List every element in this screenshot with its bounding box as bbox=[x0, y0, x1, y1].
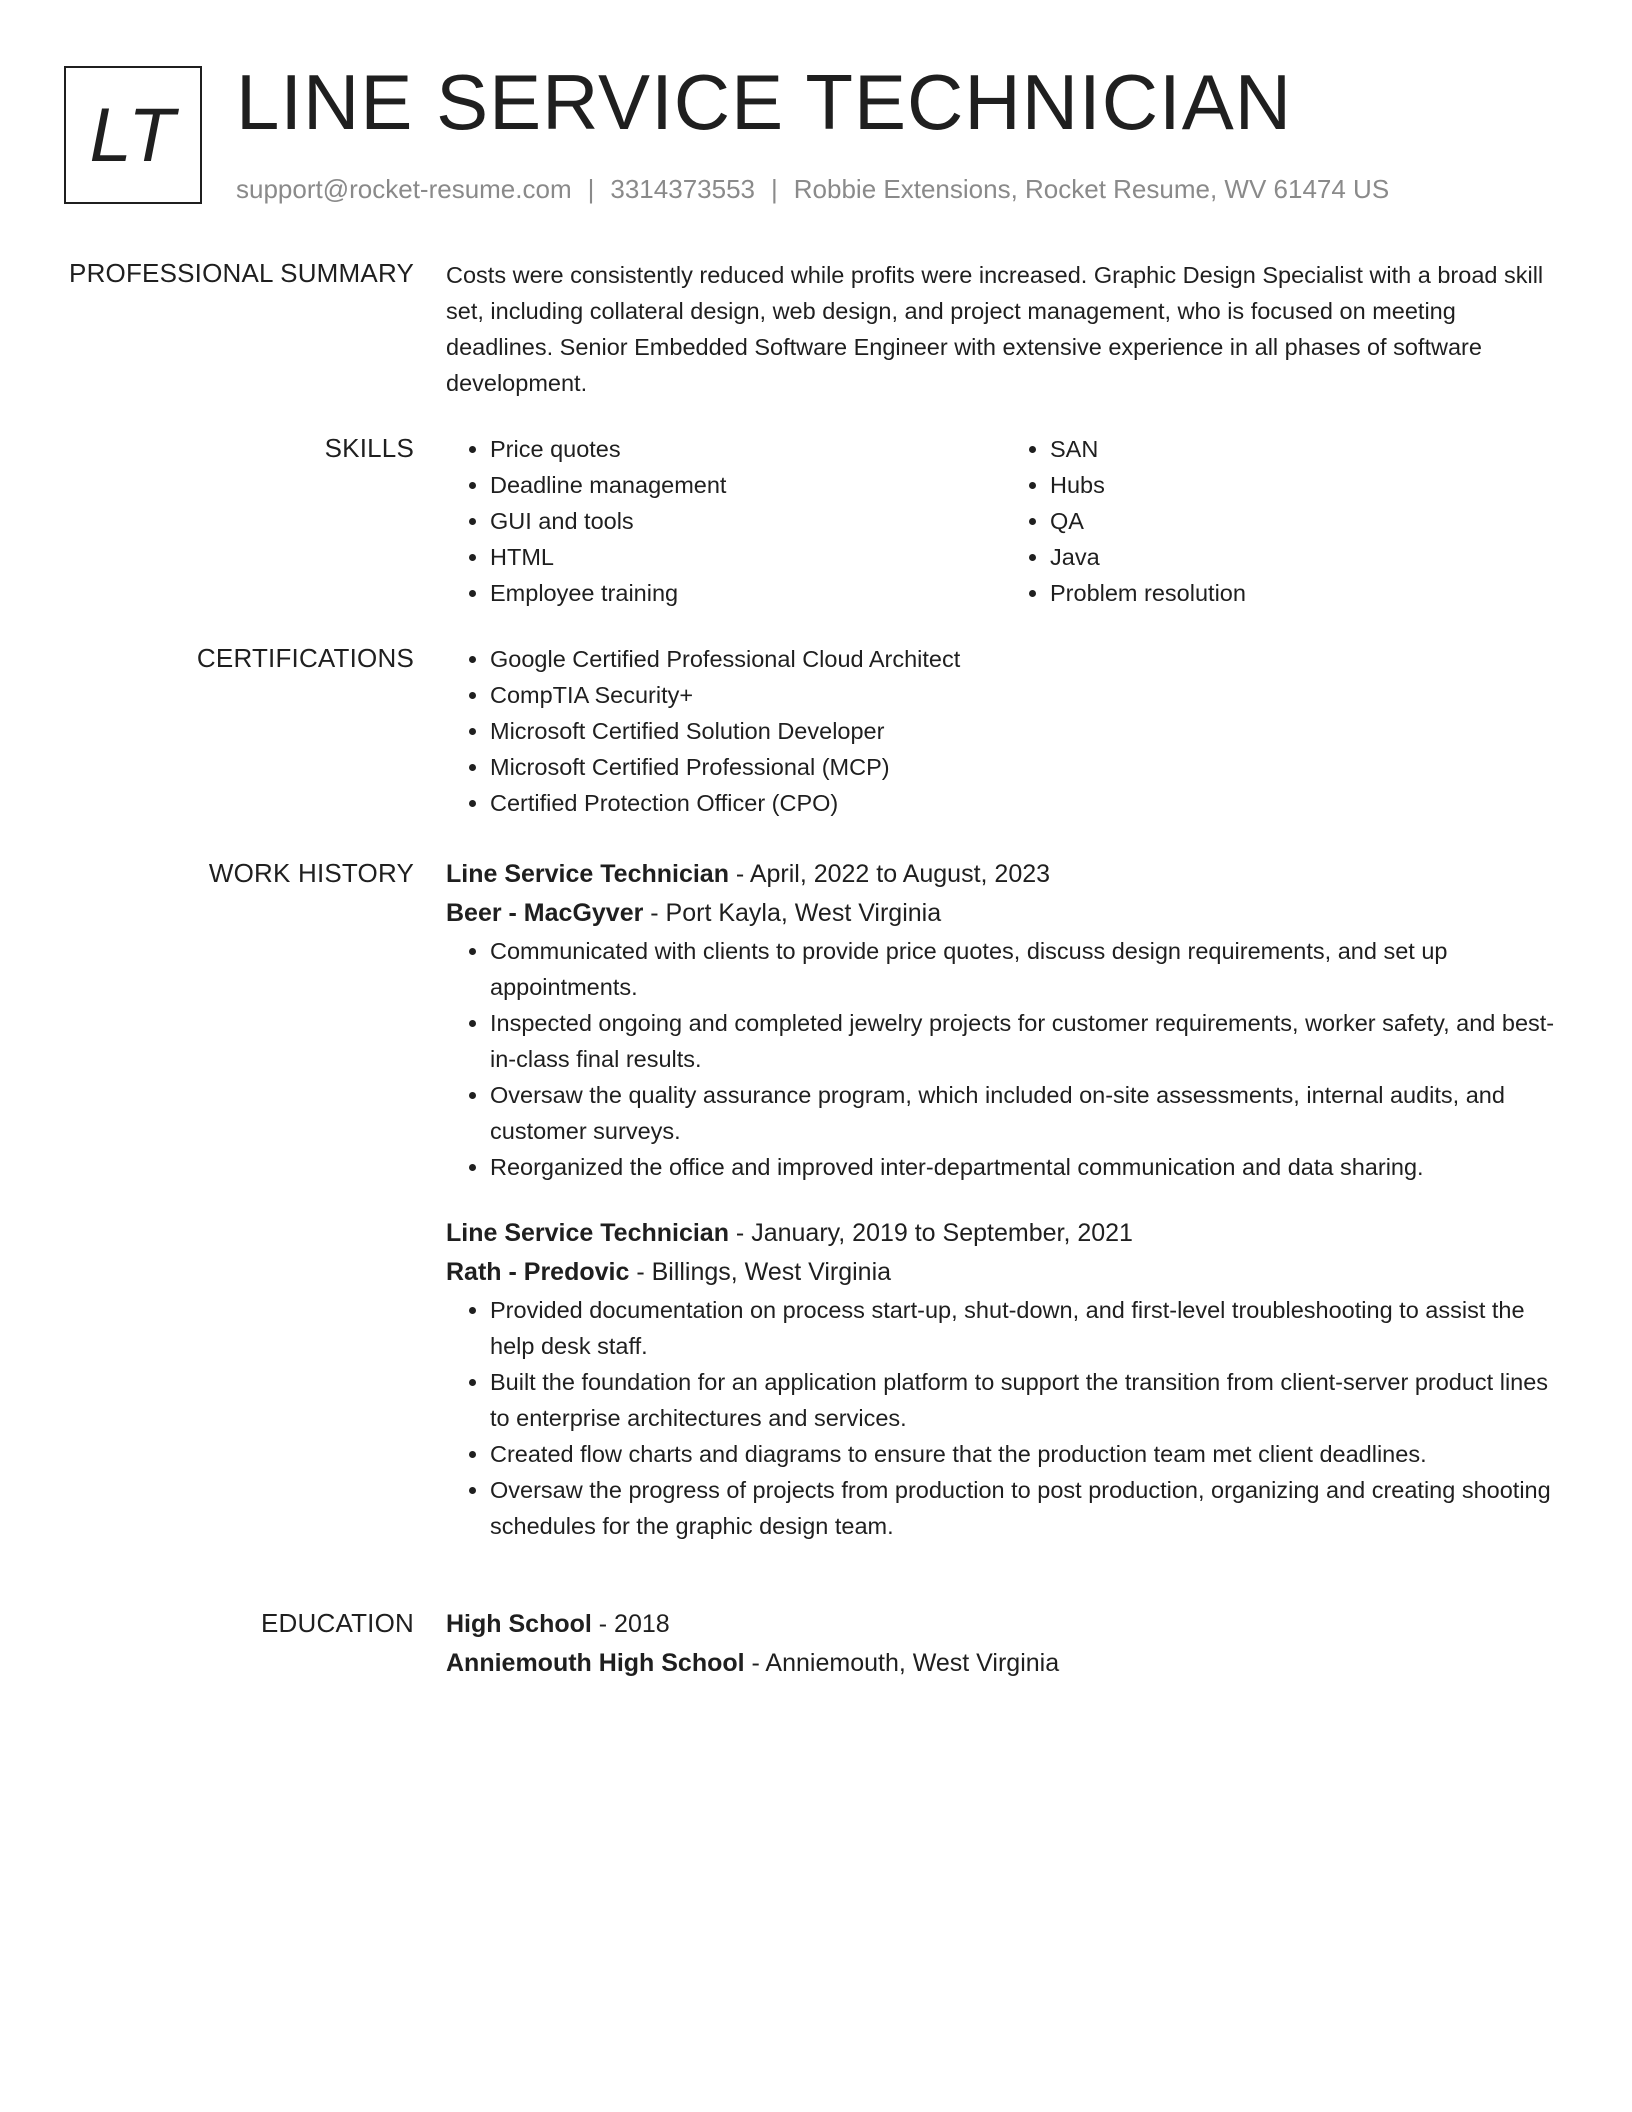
skills-list-right bbox=[1006, 431, 1566, 611]
list-item: • Employee training bbox=[490, 575, 1006, 611]
job-entry bbox=[446, 1214, 1566, 1544]
job-company: Beer - MacGyver bbox=[446, 899, 644, 927]
list-item: • Inspected ongoing and completed jewelry projects for customer requirements, worker safety, and best-in-class final results. bbox=[490, 1005, 1566, 1077]
list-item: • SAN bbox=[1050, 431, 1566, 467]
list-item: • Communicated with clients to provide price quotes, discuss design requirements, and set up appointments. bbox=[490, 933, 1566, 1005]
job-title: Line Service Technician bbox=[446, 1219, 729, 1247]
list-item: • Reorganized the office and improved inter-departmental communication and data sharing. bbox=[490, 1149, 1566, 1185]
contact-separator: | bbox=[771, 174, 778, 204]
job-dates: - January, 2019 to September, 2021 bbox=[728, 1219, 1133, 1247]
list-item: • Price quotes bbox=[490, 431, 1006, 467]
education-school-line bbox=[446, 1644, 1566, 1683]
list-item: • Google Certified Professional Cloud Architect bbox=[490, 641, 1566, 677]
list-item: • Created flow charts and diagrams to ensure that the production team met client deadlines. bbox=[490, 1436, 1566, 1472]
job-location: - Billings, West Virginia bbox=[629, 1258, 892, 1286]
list-item: • Built the foundation for an application platform to support the transition from client-server product lines to enterprise architectures and services. bbox=[490, 1364, 1566, 1436]
job-company-line bbox=[446, 894, 1566, 933]
contact-address: Robbie Extensions, Rocket Resume, WV 61474 US bbox=[793, 174, 1390, 204]
list-item: • Provided documentation on process start-up, shut-down, and first-level troubleshooting to assist the help desk staff. bbox=[490, 1292, 1566, 1364]
list-item: • GUI and tools bbox=[490, 503, 1006, 539]
job-title-line bbox=[446, 855, 1566, 894]
list-item: • Problem resolution bbox=[1050, 575, 1566, 611]
contact-line bbox=[236, 172, 1389, 206]
skills-body bbox=[446, 431, 1566, 611]
job-location: - Port Kayla, West Virginia bbox=[643, 899, 942, 927]
monogram-badge bbox=[64, 66, 202, 204]
section-heading-summary: PROFESSIONAL SUMMARY bbox=[69, 258, 414, 288]
list-item: • Oversaw the progress of projects from production to post production, organizing and creating shooting schedules for the graphic design team. bbox=[490, 1472, 1566, 1544]
monogram-text: LT bbox=[89, 92, 177, 178]
education-degree: High School bbox=[446, 1610, 592, 1638]
summary-text: Costs were consistently reduced while profits were increased. Graphic Design Specialist with a broad skill set, including collateral design, web design, and project management, who is focused on meeting deadlines. Senior Embedded Software Engineer with extensive experience in all phases of software development. bbox=[446, 262, 1544, 396]
job-dates: - April, 2022 to August, 2023 bbox=[728, 860, 1051, 888]
work-history-body bbox=[446, 855, 1566, 1544]
job-title: Line Service Technician bbox=[446, 860, 729, 888]
education-body bbox=[446, 1605, 1566, 1683]
list-item: • Deadline management bbox=[490, 467, 1006, 503]
page-title: LINE SERVICE TECHNICIAN bbox=[236, 58, 1293, 146]
section-heading-education: EDUCATION bbox=[261, 1608, 414, 1638]
section-heading-certifications: CERTIFICATIONS bbox=[196, 643, 414, 673]
list-item: • Microsoft Certified Professional (MCP) bbox=[490, 749, 1566, 785]
job-bullets bbox=[446, 933, 1566, 1185]
certifications-list bbox=[446, 641, 1566, 821]
job-company: Rath - Predovic bbox=[446, 1258, 630, 1286]
education-school: Anniemouth High School bbox=[446, 1649, 745, 1677]
job-bullets bbox=[446, 1292, 1566, 1544]
section-heading-work-history: WORK HISTORY bbox=[208, 858, 414, 888]
list-item: • Oversaw the quality assurance program, which included on-site assessments, internal audits, and customer surveys. bbox=[490, 1077, 1566, 1149]
skills-grid bbox=[446, 431, 1566, 611]
list-item: • Certified Protection Officer (CPO) bbox=[490, 785, 1566, 821]
contact-email: support@rocket-resume.com bbox=[236, 174, 572, 204]
contact-phone: 3314373553 bbox=[610, 174, 755, 204]
job-company-line bbox=[446, 1253, 1566, 1292]
certifications-body bbox=[446, 641, 1566, 821]
summary-body bbox=[446, 257, 1566, 401]
education-degree-line bbox=[446, 1605, 1566, 1644]
section-heading-skills: SKILLS bbox=[324, 433, 414, 463]
education-location: - Anniemouth, West Virginia bbox=[744, 1649, 1060, 1677]
list-item: • Hubs bbox=[1050, 467, 1566, 503]
job-entry bbox=[446, 855, 1566, 1185]
skills-list-left bbox=[446, 431, 1006, 611]
education-year: - 2018 bbox=[591, 1610, 670, 1638]
contact-separator: | bbox=[587, 174, 595, 204]
list-item: • Java bbox=[1050, 539, 1566, 575]
list-item: • QA bbox=[1050, 503, 1566, 539]
list-item: • Microsoft Certified Solution Developer bbox=[490, 713, 1566, 749]
job-title-line bbox=[446, 1214, 1566, 1253]
list-item: • HTML bbox=[490, 539, 1006, 575]
list-item: • CompTIA Security+ bbox=[490, 677, 1566, 713]
